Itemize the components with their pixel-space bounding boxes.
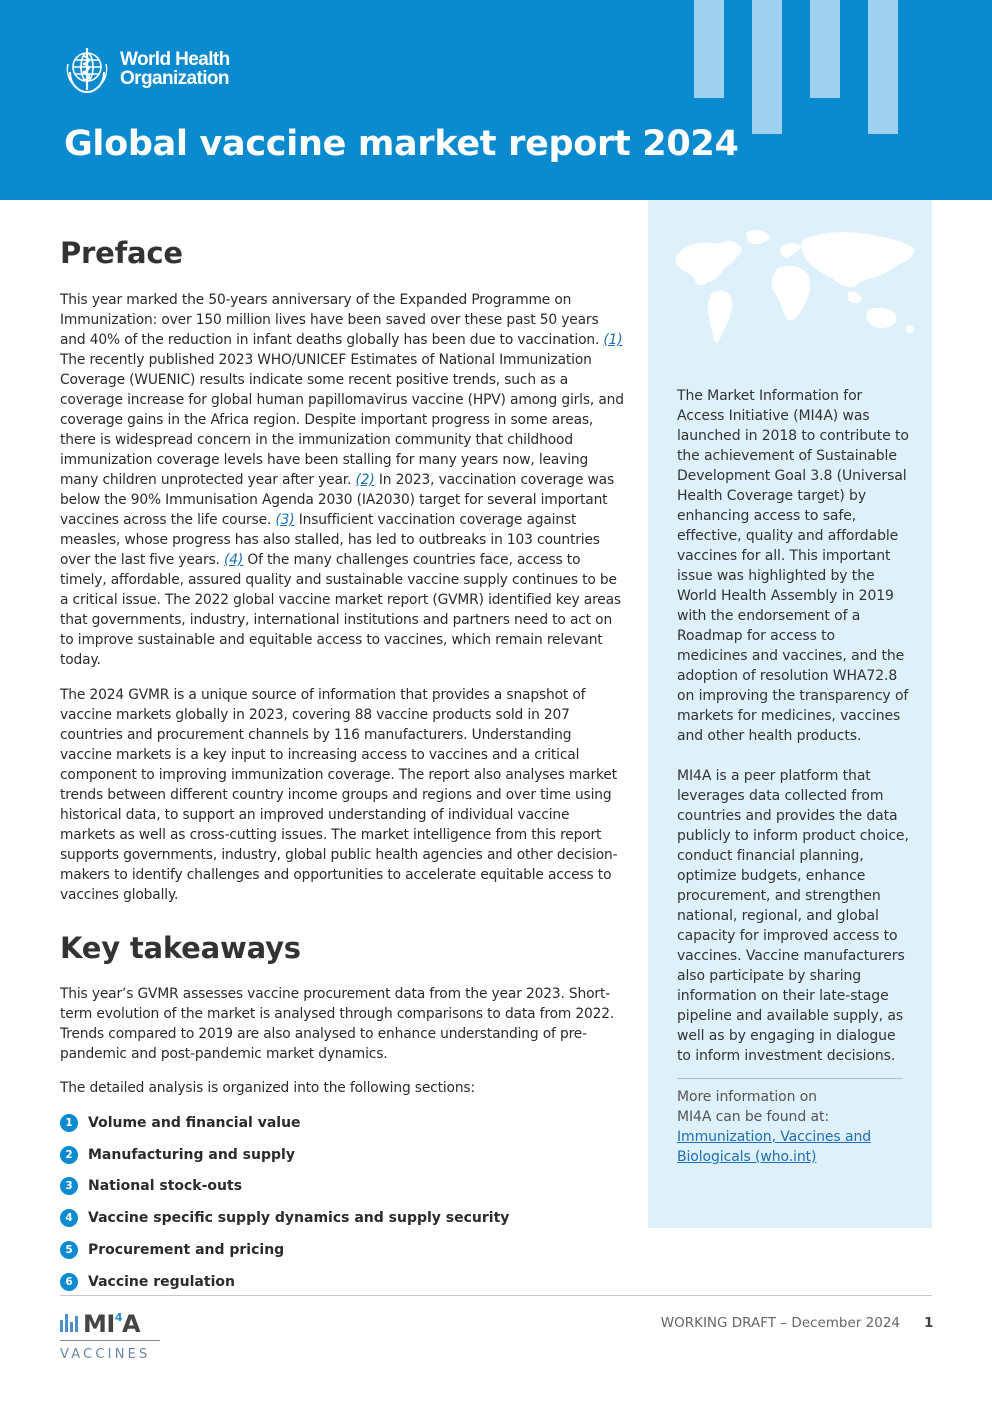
world-map-icon	[656, 214, 924, 354]
who-wordmark	[120, 50, 230, 88]
section-item	[60, 1202, 626, 1234]
paragraph-text: Of the many challenges countries face, access to timely, affordable, assured quality and sustainable vaccine supply continues to be a critical issue. The 2022 global vaccine market report (GVMR) identified key areas that governments, industry, international institutions and partners need to act on to improve sustainable and equitable access to vaccines, which remain relevant today.	[60, 552, 621, 668]
brand-mi: MI	[83, 1310, 115, 1338]
paragraph-text: In 2023, vaccination coverage was below the 90% Immunisation Agenda 2030 (IA2030) target for several important vaccines across the life course.	[60, 472, 615, 528]
header-banner	[0, 0, 992, 200]
paragraph-text: The recently published 2023 WHO/UNICEF Estimates of National Immunization Coverage (WUENIC) results indicate some recent positive trends, such as a coverage increase for global human papillomavirus vaccine (HPV) among girls, and coverage gains in the Africa region. Despite important progress in some areas, there is widespread concern in the immunization community that childhood immunization coverage levels have been stalling for many years now, leaving many children unprotected year after year.	[60, 352, 624, 488]
decorative-bar	[810, 0, 840, 98]
mi4a-paragraph-2: MI4A is a peer platform that leverages data collected from countries and provides the data publicly to inform product choice, conduct financial planning, optimize budgets, enhance procurement, and strengthen national, regional, and global capacity for improved access to vaccines. Vaccine manufacturers also participate by sharing information on their late-stage pipeline and available supply, as well as by engaging in dialogue to inform investment decisions.	[677, 768, 909, 1064]
decorative-bar	[752, 0, 782, 134]
sidebar-divider	[677, 1078, 903, 1079]
who-emblem-icon	[60, 42, 114, 96]
decorative-bar	[694, 0, 724, 98]
who-logo	[60, 42, 230, 96]
section-label: Manufacturing and supply	[88, 1146, 295, 1163]
mi4a-sidebar	[648, 200, 932, 1228]
citation-link[interactable]: (2)	[355, 472, 375, 488]
takeaways-paragraph-1: This year’s GVMR assesses vaccine procurement data from the year 2023. Short-term evolution of the market is analysed through comparisons to data from 2022. Trends compared to 2019 are also analysed to enhance understanding of pre-pandemic and post-pandemic market dynamics.	[60, 986, 615, 1062]
citation-link[interactable]: (4)	[224, 552, 244, 568]
mi4a-bars-icon	[60, 1314, 78, 1332]
brand-a: A	[121, 1310, 141, 1338]
footer-divider	[60, 1295, 932, 1296]
preface-paragraph-1	[60, 290, 626, 670]
takeaways-paragraph-2: The detailed analysis is organized into the following sections:	[60, 1080, 475, 1096]
paragraph-text: This year marked the 50-years anniversary of the Expanded Programme on Immunization: over 150 million lives have been saved over these past 50 years and 40% of the reduction in infant deaths globally has been due to vaccination.	[60, 292, 604, 348]
section-number-badge: 3	[60, 1177, 78, 1195]
section-number-badge: 4	[60, 1209, 78, 1227]
main-column	[60, 236, 626, 1298]
section-item	[60, 1171, 626, 1203]
draft-label: WORKING DRAFT – December 2024	[660, 1315, 900, 1331]
decorative-bar	[868, 0, 898, 134]
section-item	[60, 1234, 626, 1266]
page-number: 1	[924, 1315, 934, 1331]
section-number-badge: 1	[60, 1114, 78, 1132]
section-label: Vaccine regulation	[88, 1273, 235, 1290]
section-number-badge: 6	[60, 1273, 78, 1291]
section-item	[60, 1107, 626, 1139]
brand-sup: 4	[114, 1311, 122, 1324]
citation-link[interactable]: (3)	[275, 512, 295, 528]
section-list	[60, 1107, 626, 1298]
more-info-text: More information on MI4A can be found at:	[677, 1089, 829, 1125]
section-label: Volume and financial value	[88, 1114, 301, 1131]
section-item	[60, 1266, 626, 1298]
section-number-badge: 2	[60, 1146, 78, 1164]
section-label: Procurement and pricing	[88, 1242, 285, 1259]
paragraph-text: Insufficient vaccination coverage against measles, whose progress has also stalled, has led to outbreaks in 103 countries over the last five years.	[60, 512, 600, 568]
mi4a-logo	[60, 1308, 160, 1362]
org-name-line1: World Health	[120, 49, 230, 70]
page-title: Global vaccine market report 2024	[64, 124, 739, 164]
more-info-link-wrap	[677, 1127, 877, 1167]
section-item	[60, 1139, 626, 1171]
preface-heading: Preface	[60, 236, 183, 270]
mi4a-underline	[60, 1340, 160, 1341]
takeaways-heading: Key takeaways	[60, 931, 301, 965]
section-number-badge: 5	[60, 1241, 78, 1259]
mi4a-subtitle: VACCINES	[60, 1347, 151, 1362]
preface-paragraph-2: The 2024 GVMR is a unique source of information that provides a snapshot of vaccine markets globally in 2023, covering 88 vaccine products sold in 207 countries and procurement channels by 116 manufacturers. Understanding vaccine markets is a key input to increasing access to vaccines and a critical component to improving immunization coverage. The report also analyses market trends between different country income groups and regions and over time using historical data, to support an improved understanding of individual vaccine markets as well as cross-cutting issues. The market intelligence from this report supports governments, industry, global public health agencies and other decision-makers to identify challenges and opportunities to accelerate equitable access to vaccines globally.	[60, 687, 618, 903]
org-name-line2: Organization	[120, 68, 229, 89]
mi4a-paragraph-1: The Market Information for Access Initiative (MI4A) was launched in 2018 to contribute to the achievement of Sustainable Development Goal 3.8 (Universal Health Coverage target) by enhancing access to safe, effective, quality and affordable vaccines for all. This important issue was highlighted by the World Health Assembly in 2019 with the endorsement of a Roadmap for access to medicines and vaccines, and the adoption of resolution WHA72.8 on improving the transparency of markets for medicines, vaccines and other health products.	[677, 388, 909, 744]
section-label: Vaccine specific supply dynamics and supply security	[88, 1210, 510, 1227]
mi4a-description	[677, 386, 909, 1167]
mi4a-wordmark	[83, 1308, 140, 1336]
who-ivb-link[interactable]: Immunization, Vaccines and Biologicals (who.int)	[677, 1129, 872, 1165]
section-label: National stock-outs	[88, 1178, 243, 1195]
citation-link[interactable]: (1)	[603, 332, 623, 348]
